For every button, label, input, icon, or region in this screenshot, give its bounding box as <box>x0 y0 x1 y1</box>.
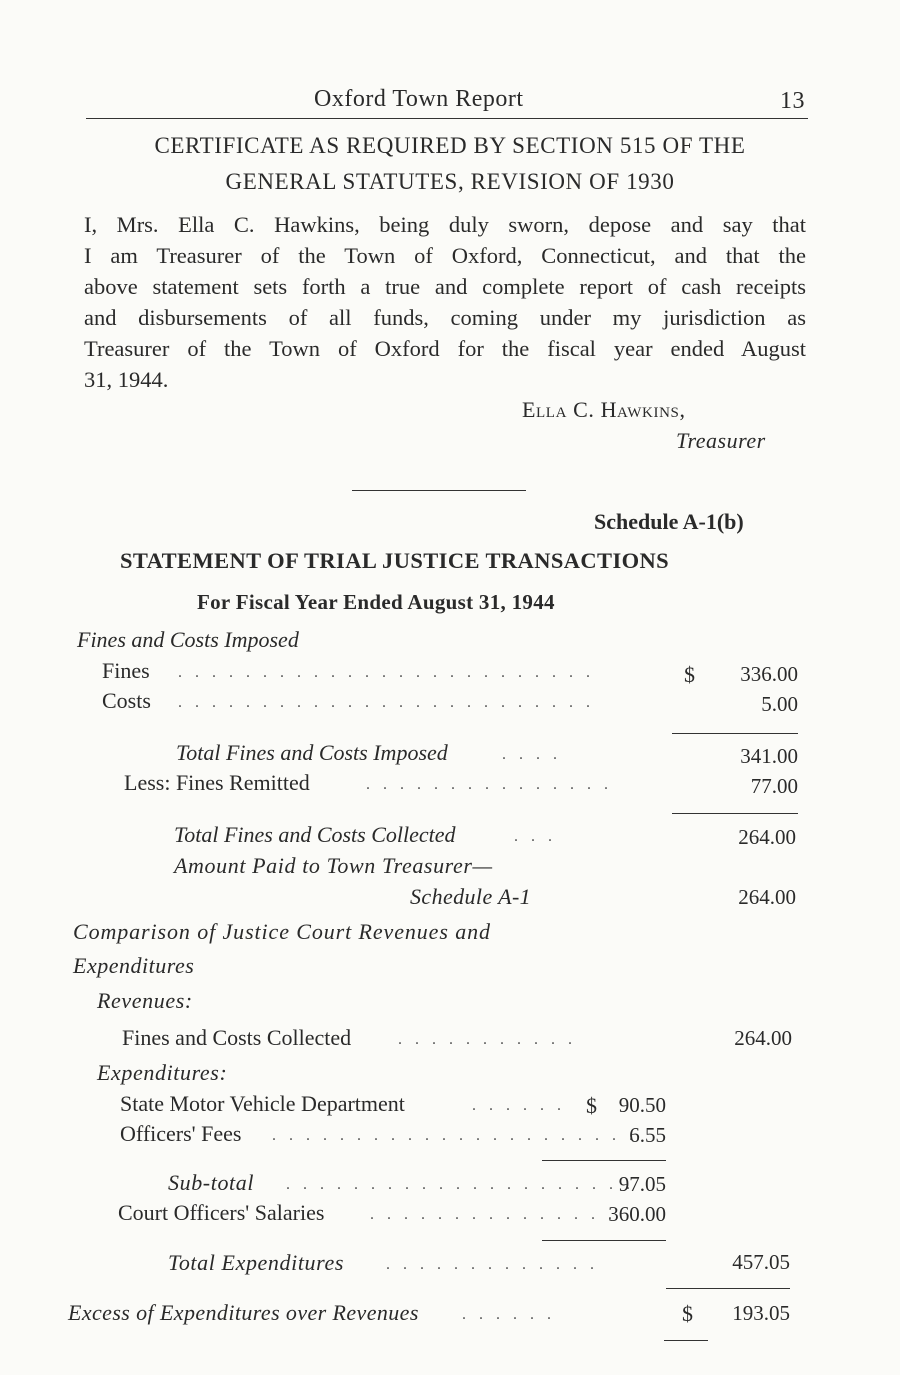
remitted-value: 77.00 <box>750 774 798 798</box>
leader-dots: . . . . . . <box>462 1306 556 1323</box>
certificate-body-line: Treasurer of the Town of Oxford for the fiscal year ended August <box>84 336 806 361</box>
subtotal-rule <box>542 1240 666 1241</box>
comparison-heading-line1: Comparison of Justice Court Revenues and <box>73 919 491 944</box>
court-salaries-value: 360.00 <box>608 1202 666 1226</box>
certificate-body-line: 31, 1944. <box>84 367 169 392</box>
smvd-label: State Motor Vehicle Department <box>120 1091 405 1116</box>
costs-label: Costs <box>102 688 151 713</box>
subtotal-rule <box>542 1160 666 1161</box>
paid-to-treasurer-value: 264.00 <box>738 885 796 909</box>
paid-to-treasurer-label-line2: Schedule A-1 <box>410 884 532 909</box>
running-header-title: Oxford Town Report <box>314 86 524 112</box>
leader-dots: . . . . . . . . . . . . . . . . . . . . . . . . . <box>178 664 595 681</box>
subtotal-rule <box>672 813 798 814</box>
leader-dots: . . . <box>514 828 557 845</box>
section-divider <box>352 490 526 491</box>
certificate-heading-line1: CERTIFICATE AS REQUIRED BY SECTION 515 OF THE <box>154 133 746 158</box>
total-expenditures-label: Total Expenditures <box>168 1250 345 1275</box>
comparison-heading-line2: Expenditures <box>73 953 195 978</box>
subtotal-rule <box>672 733 798 734</box>
leader-dots: . . . . . . . . . . . . . . . . . . . . . . <box>272 1127 638 1144</box>
leader-dots: . . . . . . . . . . . . . . . <box>370 1206 617 1223</box>
schedule-label: Schedule A-1(b) <box>594 509 744 534</box>
excess-value: 193.05 <box>732 1301 790 1325</box>
fines-value: 336.00 <box>740 662 798 686</box>
remitted-label: Less: Fines Remitted <box>124 770 310 795</box>
officers-fees-label: Officers' Fees <box>120 1121 242 1146</box>
certificate-body-line: and disbursements of all funds, coming under my jurisdiction as <box>84 305 806 330</box>
leader-dots: . . . . . . . . . . . . . . . . . . . . . . . . . <box>178 694 595 711</box>
certificate-body-line: I am Treasurer of the Town of Oxford, Connecticut, and that the <box>84 243 806 268</box>
header-rule <box>86 118 808 119</box>
subtotal-value: 97.05 <box>618 1172 666 1196</box>
statement-title: STATEMENT OF TRIAL JUSTICE TRANSACTIONS <box>120 548 670 573</box>
expenditures-heading: Expenditures: <box>97 1060 228 1085</box>
smvd-currency: $ <box>586 1093 597 1118</box>
fines-currency: $ <box>684 662 695 687</box>
excess-currency: $ <box>682 1301 693 1326</box>
subtotal-rule <box>666 1288 790 1289</box>
smvd-value: 90.50 <box>618 1093 666 1117</box>
leader-dots: . . . . . . . . . . . . . <box>386 1256 599 1273</box>
leader-dots: . . . . <box>502 746 562 763</box>
leader-dots: . . . . . . <box>472 1097 566 1114</box>
total-collected-value: 264.00 <box>738 825 796 849</box>
revenues-item-value: 264.00 <box>734 1026 792 1050</box>
total-imposed-value: 341.00 <box>740 744 798 768</box>
court-salaries-label: Court Officers' Salaries <box>118 1200 325 1225</box>
signature-name: Ella C. Hawkins, <box>522 397 686 422</box>
leader-dots: . . . . . . . . . . . <box>398 1031 577 1048</box>
leader-dots: . . . . . . . . . . . . . . . . . . . . . <box>286 1176 635 1193</box>
costs-value: 5.00 <box>761 692 798 716</box>
revenues-heading: Revenues: <box>97 988 193 1013</box>
fines-section-heading: Fines and Costs Imposed <box>77 627 299 652</box>
fines-label: Fines <box>102 658 150 683</box>
paid-to-treasurer-label-line1: Amount Paid to Town Treasurer— <box>174 853 493 878</box>
total-imposed-label: Total Fines and Costs Imposed <box>176 740 448 765</box>
officers-fees-value: 6.55 <box>629 1123 666 1147</box>
total-collected-label: Total Fines and Costs Collected <box>174 822 456 847</box>
statement-subtitle: For Fiscal Year Ended August 31, 1944 <box>197 590 555 614</box>
leader-dots: . . . . . . . . . . . . . . . <box>366 776 613 793</box>
revenues-item-label: Fines and Costs Collected <box>122 1025 352 1050</box>
page-number: 13 <box>780 88 805 114</box>
certificate-body-line: I, Mrs. Ella C. Hawkins, being duly sworn, depose and say that <box>84 212 806 237</box>
certificate-body-line: above statement sets forth a true and complete report of cash receipts <box>84 274 806 299</box>
signature-title: Treasurer <box>676 428 766 453</box>
certificate-heading-line2: GENERAL STATUTES, REVISION OF 1930 <box>225 169 675 194</box>
total-expenditures-value: 457.05 <box>732 1250 790 1274</box>
excess-label: Excess of Expenditures over Revenues <box>68 1300 419 1325</box>
final-rule <box>664 1340 708 1341</box>
subtotal-label: Sub-total <box>168 1170 255 1195</box>
